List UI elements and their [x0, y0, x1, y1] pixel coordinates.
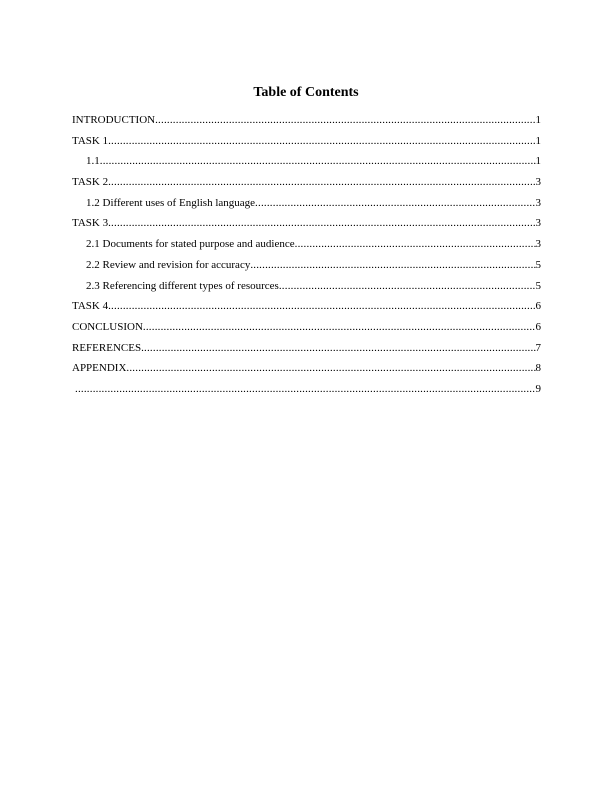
toc-dot-leader: [100, 155, 536, 168]
toc-entry-label: INTRODUCTION: [72, 114, 156, 126]
toc-page-number: 5: [535, 279, 541, 292]
toc-page-number: 3: [535, 238, 541, 251]
toc-entry-label: TASK 2: [72, 176, 109, 189]
toc-entry-task-1[interactable]: [72, 135, 541, 156]
toc-dot-leader: [295, 238, 536, 251]
toc-entry-appendix[interactable]: [72, 362, 541, 383]
toc-page-number: 1: [535, 155, 541, 168]
toc-entry-label: 2.1 Documents for stated purpose and audience: [86, 238, 295, 251]
toc-entry-task-2[interactable]: [72, 176, 541, 197]
toc-page-number: 3: [535, 196, 541, 209]
toc-dot-leader: [141, 342, 535, 355]
toc-page-number: 8: [535, 362, 541, 375]
toc-entry-task-4[interactable]: [72, 300, 541, 321]
toc-dot-leader: [108, 217, 535, 230]
toc-entry-2-2[interactable]: [72, 259, 541, 280]
table-of-contents: [72, 114, 541, 404]
toc-dot-leader: [279, 280, 536, 293]
toc-page-number: 3: [535, 176, 541, 189]
toc-entry-conclusion[interactable]: [72, 321, 541, 342]
toc-entry-label: 2.3 Referencing different types of resources: [86, 279, 279, 292]
toc-page-number: 7: [535, 341, 541, 354]
toc-entry-label: APPENDIX: [72, 362, 127, 375]
toc-entry-label: 1.1: [86, 155, 100, 168]
toc-entry-2-1[interactable]: [72, 238, 541, 259]
toc-page-number: 6: [535, 320, 541, 333]
toc-entry-task-3[interactable]: [72, 217, 541, 238]
toc-page-number: 1: [535, 134, 541, 147]
toc-page-number: 5: [535, 258, 541, 271]
toc-dot-leader: [126, 362, 535, 375]
toc-entry-references[interactable]: [72, 342, 541, 363]
toc-entry-1-2[interactable]: [72, 197, 541, 218]
toc-page-number: 6: [535, 300, 541, 313]
toc-dot-leader: [250, 259, 535, 272]
toc-dot-leader: [143, 321, 536, 334]
toc-entry-2-3[interactable]: [72, 280, 541, 301]
toc-title: Table of Contents: [253, 85, 359, 100]
toc-entry-1-1[interactable]: [72, 155, 541, 176]
toc-entry-label: TASK 3: [72, 217, 109, 230]
toc-entry-introduction[interactable]: [72, 114, 541, 135]
toc-dot-leader: [75, 383, 536, 396]
toc-entry-unlabeled[interactable]: [72, 383, 541, 404]
toc-dot-leader: [108, 300, 535, 313]
toc-page-number: 3: [535, 217, 541, 230]
toc-entry-label: 1.2 Different uses of English language: [86, 196, 256, 209]
toc-dot-leader: [108, 135, 535, 148]
toc-entry-label: TASK 4: [72, 300, 109, 313]
toc-entry-label: 2.2 Review and revision for accuracy: [86, 258, 251, 271]
toc-entry-label: TASK 1: [72, 134, 109, 147]
toc-dot-leader: [255, 197, 535, 210]
toc-dot-leader: [155, 114, 535, 127]
toc-page-number: 9: [535, 382, 541, 395]
toc-dot-leader: [108, 176, 535, 189]
toc-entry-label: CONCLUSION: [72, 320, 143, 333]
toc-entry-label: REFERENCES: [72, 341, 142, 354]
toc-page-number: 1: [535, 114, 541, 126]
